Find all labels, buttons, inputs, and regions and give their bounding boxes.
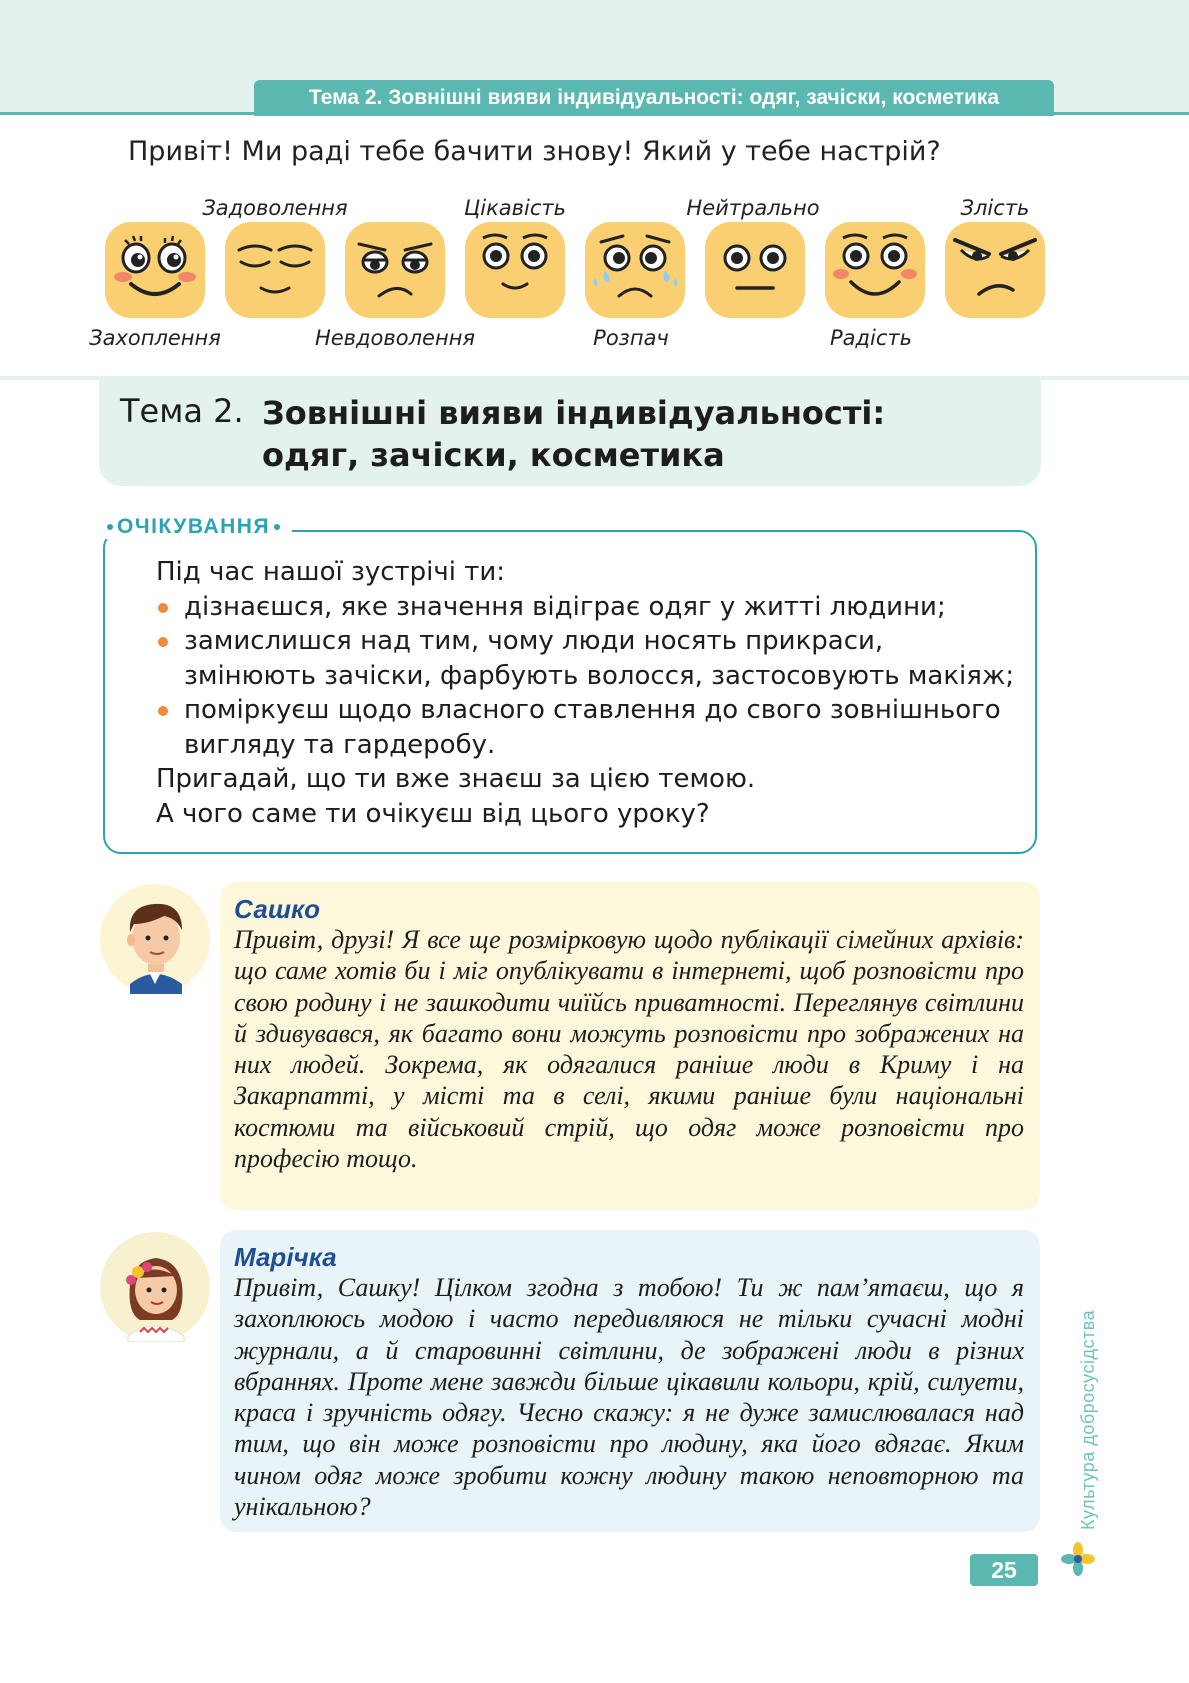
- displeasure-face-icon[interactable]: [343, 220, 447, 320]
- speech-text: Привіт, Сашку! Цілком згодна з тобою! Ти ж пам’ятаєш, що я захоплююсь модою і часто передивляюся не тільки сучасні модні журнали, а й старовинні світлини, де зображені люди в різних вбраннях. Проте мене завжди більше цікавили кольори, крій, силуети, краса і зручність одягу. Чесно скажу: я не дуже замислювалася над тим, що він може розповісти про людину, яка його вдягає. Яким чином одяг може зробити кожну людину такою неповторною та унікальною?: [234, 1273, 1024, 1522]
- satisfaction-face-icon[interactable]: [223, 220, 327, 320]
- mood-label-despair: Розпач: [593, 326, 669, 350]
- mood-label-delight: Захоплення: [89, 326, 221, 350]
- speaker-name: Марічка: [234, 1242, 337, 1272]
- mood-label-anger: Злість: [960, 196, 1030, 220]
- theme-number: Тема 2.: [120, 392, 244, 430]
- neutral-face-icon[interactable]: [703, 220, 807, 320]
- greeting-text: Привіт! Ми раді тебе бачити знову! Який у тебе настрій?: [128, 136, 941, 167]
- marichka-dialog: [220, 1230, 1040, 1532]
- heading-dot-icon: [107, 524, 113, 530]
- list-item: дізнаєшся, яке значення відіграє одяг у житті людини;: [156, 590, 1016, 625]
- page-number: 25: [970, 1554, 1038, 1586]
- delight-face-icon[interactable]: [103, 220, 207, 320]
- flower-icon: [1060, 1541, 1096, 1577]
- expectations-body: [156, 555, 1016, 831]
- sashko-avatar: [100, 884, 210, 994]
- anger-face-icon[interactable]: [943, 220, 1047, 320]
- running-header: Тема 2. Зовнішні вияви індивідуальності: одяг, зачіски, косметика: [254, 80, 1054, 116]
- bullet-icon: [158, 603, 168, 613]
- expectations-heading: ОЧІКУВАННЯ: [97, 515, 292, 539]
- expectations-intro: Під час нашої зустрічі ти:: [156, 557, 506, 587]
- speaker-name: Сашко: [234, 894, 321, 924]
- mood-label-neutral: Нейтрально: [686, 196, 820, 220]
- bullet-icon: [158, 706, 168, 716]
- mood-label-displeasure: Невдоволення: [314, 326, 476, 350]
- mood-label-satisfaction: Задоволення: [202, 196, 348, 220]
- expectations-list: [156, 590, 1016, 763]
- theme-title-line-1: Зовнішні вияви індивідуальності:: [262, 394, 886, 432]
- marichka-avatar: [100, 1232, 210, 1342]
- top-band: [0, 0, 1189, 380]
- expectations-outro-1: Пригадай, що ти вже знаєш за цією темою.: [156, 764, 756, 794]
- list-item: поміркуєш щодо власного ставлення до свого зовнішнього вигляду та гардеробу.: [156, 693, 1016, 762]
- sashko-dialog: [220, 882, 1040, 1210]
- expectations-outro-2: А чого саме ти очікуєш від цього уроку?: [156, 798, 710, 829]
- speech-text: Привіт, друзі! Я все ще розмірковую щодо публікації сімейних архівів: що саме хотів би і міг опублікувати в інтернеті, щоб розповісти про свою родину і не зашкодити чиїйсь приватності. Переглянув світлини й здивувався, як багато вони можуть розповісти про зображених на них людей. Зокрема, як одягалися раніше люди в Криму і на Закарпатті, у місті та в селі, якими раніше були національні костюми та військовий стрій, що одяг може розповісти про професію тощо.: [234, 925, 1024, 1174]
- joy-face-icon[interactable]: [823, 220, 927, 320]
- despair-face-icon[interactable]: [583, 220, 687, 320]
- theme-title-line-2: одяг, зачіски, косметика: [262, 436, 725, 474]
- bullet-icon: [158, 637, 168, 647]
- heading-dot-icon: [274, 524, 280, 530]
- section-side-label: Культура добросусідства: [1078, 1309, 1098, 1530]
- list-item: замислишся над тим, чому люди носять прикраси, змінюють зачіски, фарбують волосся, застосовують макіяж;: [156, 624, 1016, 693]
- theme-title: [262, 392, 1022, 476]
- curiosity-face-icon[interactable]: [463, 220, 567, 320]
- mood-label-joy: Радість: [829, 326, 913, 350]
- mood-label-curiosity: Цікавість: [463, 196, 567, 220]
